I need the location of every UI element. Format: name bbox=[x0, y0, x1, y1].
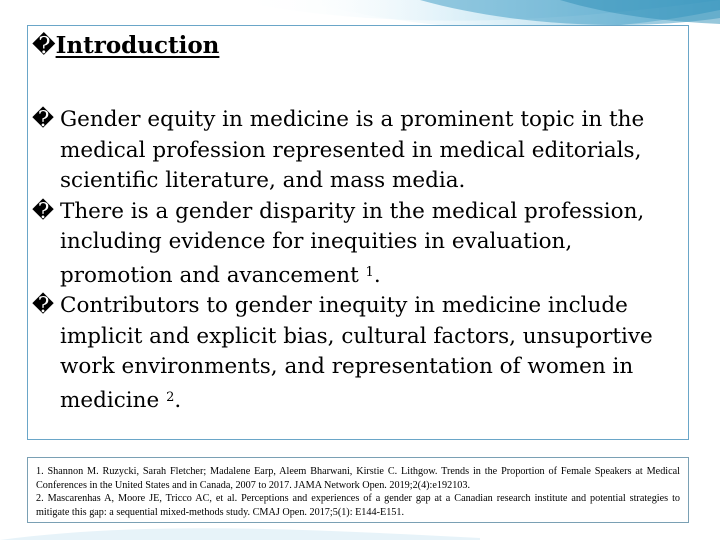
bullet-text: There is a gender disparity in the medical profession, including evidence for inequities in evaluation, promotion and avancement bbox=[60, 198, 645, 288]
bullet-list bbox=[32, 105, 682, 416]
bullet-item bbox=[32, 197, 682, 292]
bullet-item bbox=[32, 291, 682, 416]
title-bullet-icon: � bbox=[32, 33, 56, 59]
bullet-text: Gender equity in medicine is a prominent topic in the medical profession represented in medical editorials, scientific literature, and mass media. bbox=[60, 107, 645, 193]
bullet-text: Contributors to gender inequity in medicine include implicit and explicit bias, cultural factors, unsuportive work environments, and representation of women in medicine bbox=[60, 293, 653, 413]
bullet-tail: . bbox=[174, 387, 182, 413]
citation-marker: 2 bbox=[166, 389, 175, 405]
bullet-icon: � bbox=[32, 198, 55, 224]
references-box bbox=[27, 457, 689, 523]
bullet-icon: � bbox=[32, 107, 55, 132]
reference-item: 2. Mascarenhas A, Moore JE, Tricco AC, et al. Perceptions and experiences of a gender gap at a Canadian research institute and potential strategies to mitigate this gap: a sequential mixed-methods study. CMAJ Open. 2017;5(1): E144-E151. bbox=[36, 493, 680, 518]
reference-item: 1. Shannon M. Ruzycki, Sarah Fletcher; Madalene Earp, Aleem Bharwani, Kirstie C. Lithgow. Trends in the Proportion of Female Speakers at Medical Conferences in the United States and in Canada, 2007 to 2017. JAMA Network Open. 2019;2(4):e192103. bbox=[36, 466, 680, 491]
bullet-icon: � bbox=[32, 293, 55, 318]
bullet-item bbox=[32, 105, 682, 197]
citation-marker: 1 bbox=[365, 264, 374, 280]
bullet-tail: . bbox=[373, 262, 381, 288]
slide-title-text: Introduction bbox=[55, 32, 220, 59]
slide-title bbox=[32, 31, 219, 61]
